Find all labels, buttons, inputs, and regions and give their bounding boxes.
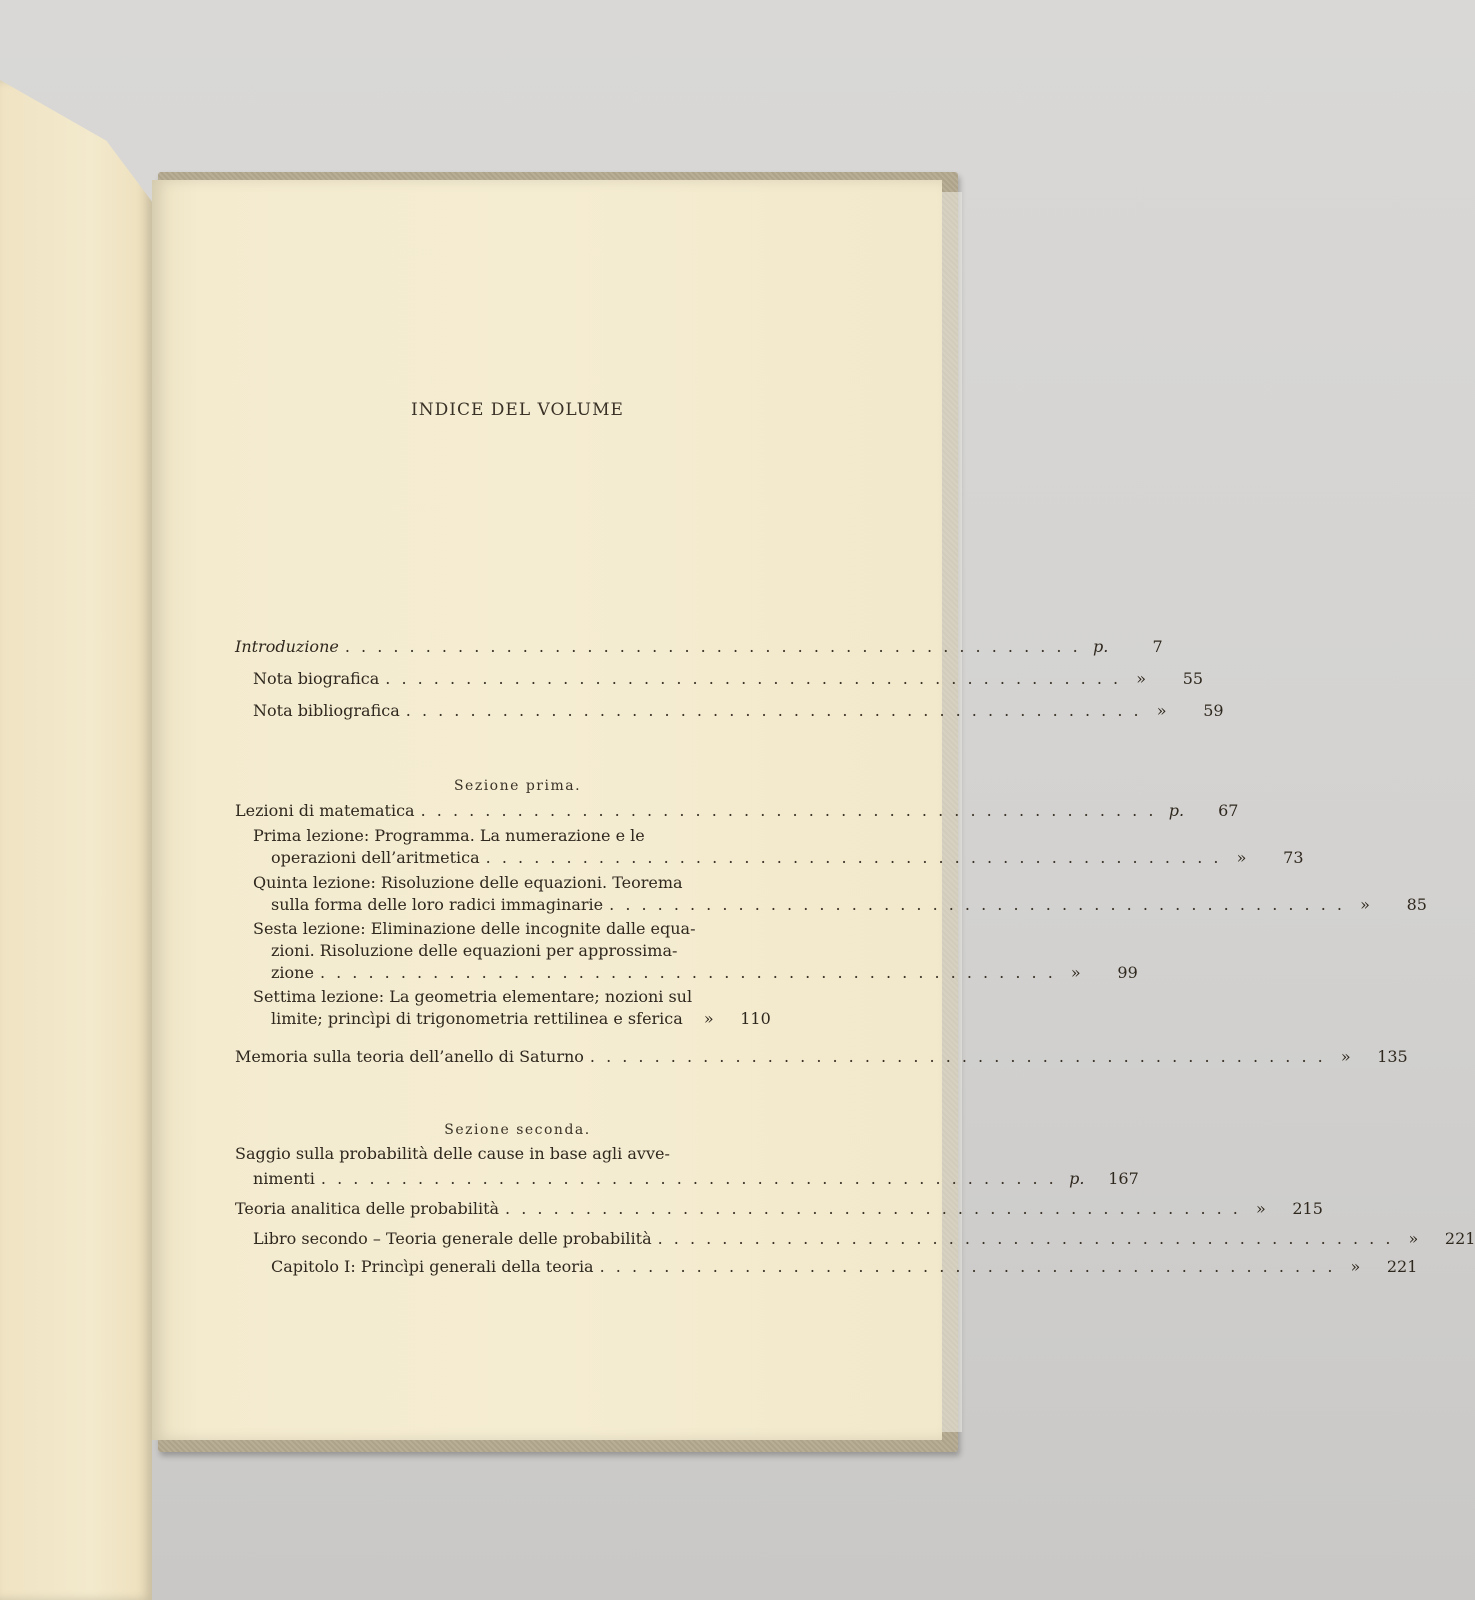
page-prefix: » [1255, 1199, 1266, 1218]
entry-line: Settima lezione: La geometria elementare; nozioni sul [253, 987, 693, 1006]
entry-label: sulla forma delle loro radici immaginarie [271, 895, 604, 914]
page-prefix: » [1350, 1257, 1361, 1276]
entry-label: Nota biografica [253, 669, 380, 688]
leader-dots: . . . . . . . . . . . . . . . . . . . . . . . . . . . . . . . . . . . . . . . . . . . . . . [320, 1169, 1057, 1188]
page-number: 85 [1406, 895, 1427, 914]
page-prefix: » [1408, 1229, 1419, 1248]
leader-dots: . . . . . . . . . . . . . . . . . . . . . . . . . . . . . . . . . . . . . . . . . . . . . . [589, 1047, 1326, 1066]
leader-dots: . . . . . . . . . . . . . . . . . . . . . . . . . . . . . . . . . . . . . . . . . . . . . . [599, 1257, 1336, 1276]
entry-label: limite; princìpi di trigonometria rettilinea e sferica [271, 1009, 683, 1028]
leader-dots: . . . . . . . . . . . . . . . . . . . . . . . . . . . . . . . . . . . . . . . . . . . . . . [405, 701, 1142, 720]
toc-entry-quinta-lezione [271, 894, 1427, 916]
entry-line: Sesta lezione: Eliminazione delle incognite dalle equa- [253, 919, 696, 938]
page-prefix: » [703, 1009, 714, 1028]
page-number: 67 [1218, 801, 1239, 820]
page-number: 215 [1292, 1199, 1323, 1218]
page-prefix: » [1340, 1047, 1351, 1066]
entry-line: Saggio sulla probabilità delle cause in base agli avve- [235, 1144, 670, 1163]
entry-label: Lezioni di matematica [235, 801, 415, 820]
toc-entry-nota-biografica [253, 668, 1204, 690]
leader-dots: . . . . . . . . . . . . . . . . . . . . . . . . . . . . . . . . . . . . . . . . . . . . . . [319, 963, 1056, 982]
leader-dots: . . . . . . . . . . . . . . . . . . . . . . . . . . . . . . . . . . . . . . . . . . . . . . [505, 1199, 1241, 1218]
page-number: 59 [1203, 701, 1224, 720]
page-number: 167 [1108, 1169, 1139, 1188]
entry-label: Libro secondo – Teoria generale delle probabilità [253, 1229, 652, 1248]
toc-entry-memoria-saturno [235, 1046, 1408, 1068]
page-number: 73 [1283, 848, 1304, 867]
toc-entry-prima-lezione [271, 847, 1304, 869]
entry-label: Introduzione [235, 637, 339, 656]
entry-label: operazioni dell’aritmetica [271, 848, 480, 867]
entry-label: zione [271, 963, 314, 982]
toc-entry-saggio [253, 1168, 1139, 1190]
leader-dots: . . . . . . . . . . . . . . . . . . . . . . . . . . . . . . . . . . . . . . . . . . . . . . [344, 637, 1081, 656]
toc-entry-nota-bibliografica [253, 700, 1224, 722]
entry-label: Nota bibliografica [253, 701, 400, 720]
toc-entry-teoria-analitica [235, 1198, 1323, 1220]
page-number: 221 [1386, 1257, 1418, 1276]
page-number: 7 [1152, 637, 1163, 656]
leader-dots: . . . . . . . . . . . . . . . . . . . . . . . . . . . . . . . . . . . . . . . . . . . . . . [609, 895, 1345, 914]
page-number: 110 [740, 1009, 771, 1028]
leader-dots: . . . . . . . . . . . . . . . . . . . . . . . . . . . . . . . . . . . . . . . . . . . . . . [420, 801, 1157, 820]
toc-entry-lezioni-matematica [235, 800, 1239, 822]
entry-label: Memoria sulla teoria dell’anello di Saturno [235, 1047, 584, 1066]
page-prefix: p. [1093, 637, 1109, 656]
page-prefix: p. [1168, 801, 1185, 820]
entry-label: Capitolo I: Princìpi generali della teoria [271, 1257, 594, 1276]
toc-entry-libro-secondo [253, 1228, 1475, 1250]
page-number: 99 [1117, 963, 1138, 982]
page-number: 221 [1444, 1229, 1475, 1248]
toc-entry-settima-lezione [271, 1008, 770, 1030]
section-title-prima: Sezione prima. [453, 778, 582, 794]
entry-label: nimenti [253, 1169, 315, 1188]
entry-line: Quinta lezione: Risoluzione delle equazioni. Teorema [253, 873, 683, 892]
toc-entry-sesta-lezione [271, 962, 1138, 984]
toc-entry-introduzione [235, 636, 1163, 658]
section-title-seconda: Sezione seconda. [444, 1122, 591, 1138]
page-prefix: » [1136, 669, 1146, 688]
toc-entry-capitolo-1 [271, 1256, 1418, 1278]
leader-dots: . . . . . . . . . . . . . . . . . . . . . . . . . . . . . . . . . . . . . . . . . . . . . . [657, 1229, 1394, 1248]
page-prefix: » [1156, 701, 1167, 720]
entry-line: zioni. Risoluzione delle equazioni per approssima- [271, 941, 678, 960]
entry-label: Teoria analitica delle probabilità [235, 1199, 500, 1218]
page-prefix: » [1360, 895, 1370, 914]
page-number: 55 [1182, 669, 1204, 688]
page-prefix: » [1236, 848, 1247, 867]
leader-dots: . . . . . . . . . . . . . . . . . . . . . . . . . . . . . . . . . . . . . . . . . . . . . . [385, 669, 1122, 688]
leader-dots: . . . . . . . . . . . . . . . . . . . . . . . . . . . . . . . . . . . . . . . . . . . . . . [485, 848, 1222, 867]
page-title: INDICE DEL VOLUME [411, 400, 624, 420]
page-number: 135 [1377, 1047, 1408, 1066]
page-prefix: p. [1069, 1169, 1085, 1188]
entry-line: Prima lezione: Programma. La numerazione e le [253, 826, 645, 845]
page-prefix: » [1070, 963, 1081, 982]
